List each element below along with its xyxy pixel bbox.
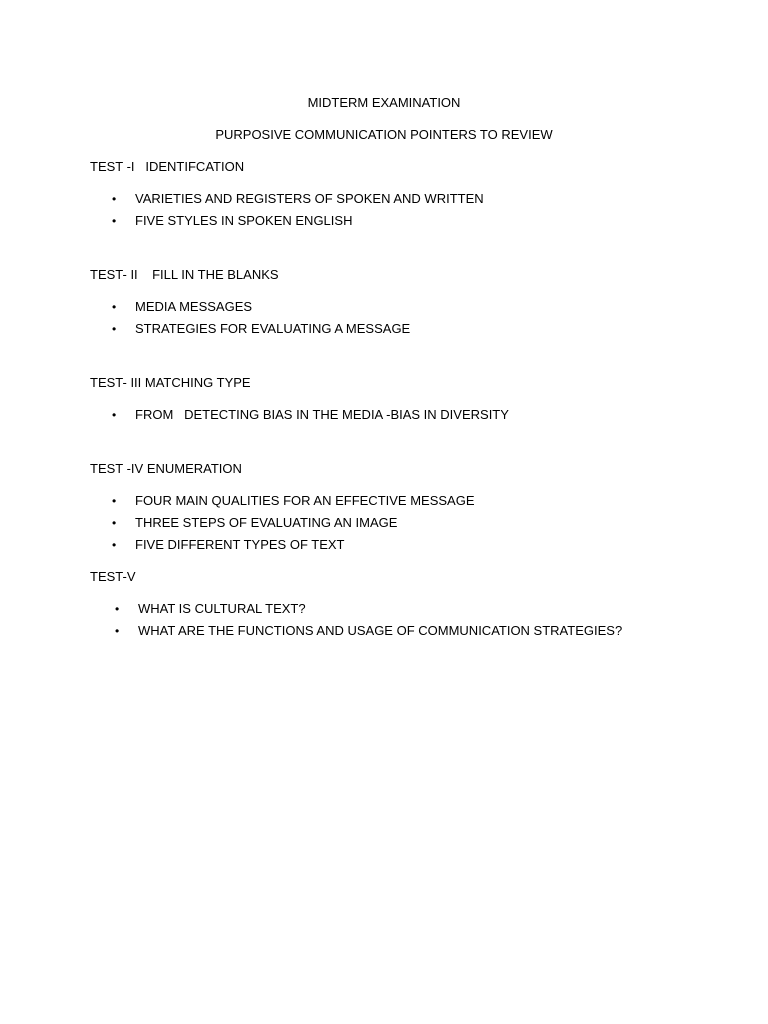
list-item: VARIETIES AND REGISTERS OF SPOKEN AND WRITTEN: [135, 191, 484, 206]
list-item: THREE STEPS OF EVALUATING AN IMAGE: [135, 515, 398, 530]
list-item: STRATEGIES FOR EVALUATING A MESSAGE: [135, 321, 411, 336]
list-item: WHAT IS CULTURAL TEXT?: [138, 601, 306, 616]
bullet-icon: •: [112, 192, 117, 206]
section-heading-test-1: TEST -I IDENTIFCATION: [90, 159, 245, 174]
bullet-icon: •: [112, 300, 117, 314]
document-subtitle: PURPOSIVE COMMUNICATION POINTERS TO REVIEW: [215, 127, 553, 142]
list-item: FOUR MAIN QUALITIES FOR AN EFFECTIVE MESSAGE: [135, 493, 475, 508]
list-item: FROM DETECTING BIAS IN THE MEDIA -BIAS IN DIVERSITY: [135, 407, 509, 422]
list-item: FIVE DIFFERENT TYPES OF TEXT: [135, 537, 345, 552]
list-item: MEDIA MESSAGES: [135, 299, 253, 314]
document-title: MIDTERM EXAMINATION: [307, 95, 461, 110]
list-item: WHAT ARE THE FUNCTIONS AND USAGE OF COMMUNICATION STRATEGIES?: [138, 623, 623, 638]
section-heading-test-2: TEST- II FILL IN THE BLANKS: [90, 267, 279, 282]
bullet-icon: •: [112, 516, 117, 530]
bullet-icon: •: [112, 408, 117, 422]
bullet-icon: •: [115, 602, 120, 616]
section-heading-test-5: TEST-V: [90, 569, 136, 584]
bullet-icon: •: [112, 214, 117, 228]
bullet-icon: •: [112, 494, 117, 508]
section-heading-test-4: TEST -IV ENUMERATION: [90, 461, 242, 476]
section-heading-test-3: TEST- III MATCHING TYPE: [90, 375, 251, 390]
bullet-icon: •: [115, 624, 120, 638]
bullet-icon: •: [112, 538, 117, 552]
list-item: FIVE STYLES IN SPOKEN ENGLISH: [135, 213, 353, 228]
bullet-icon: •: [112, 322, 117, 336]
